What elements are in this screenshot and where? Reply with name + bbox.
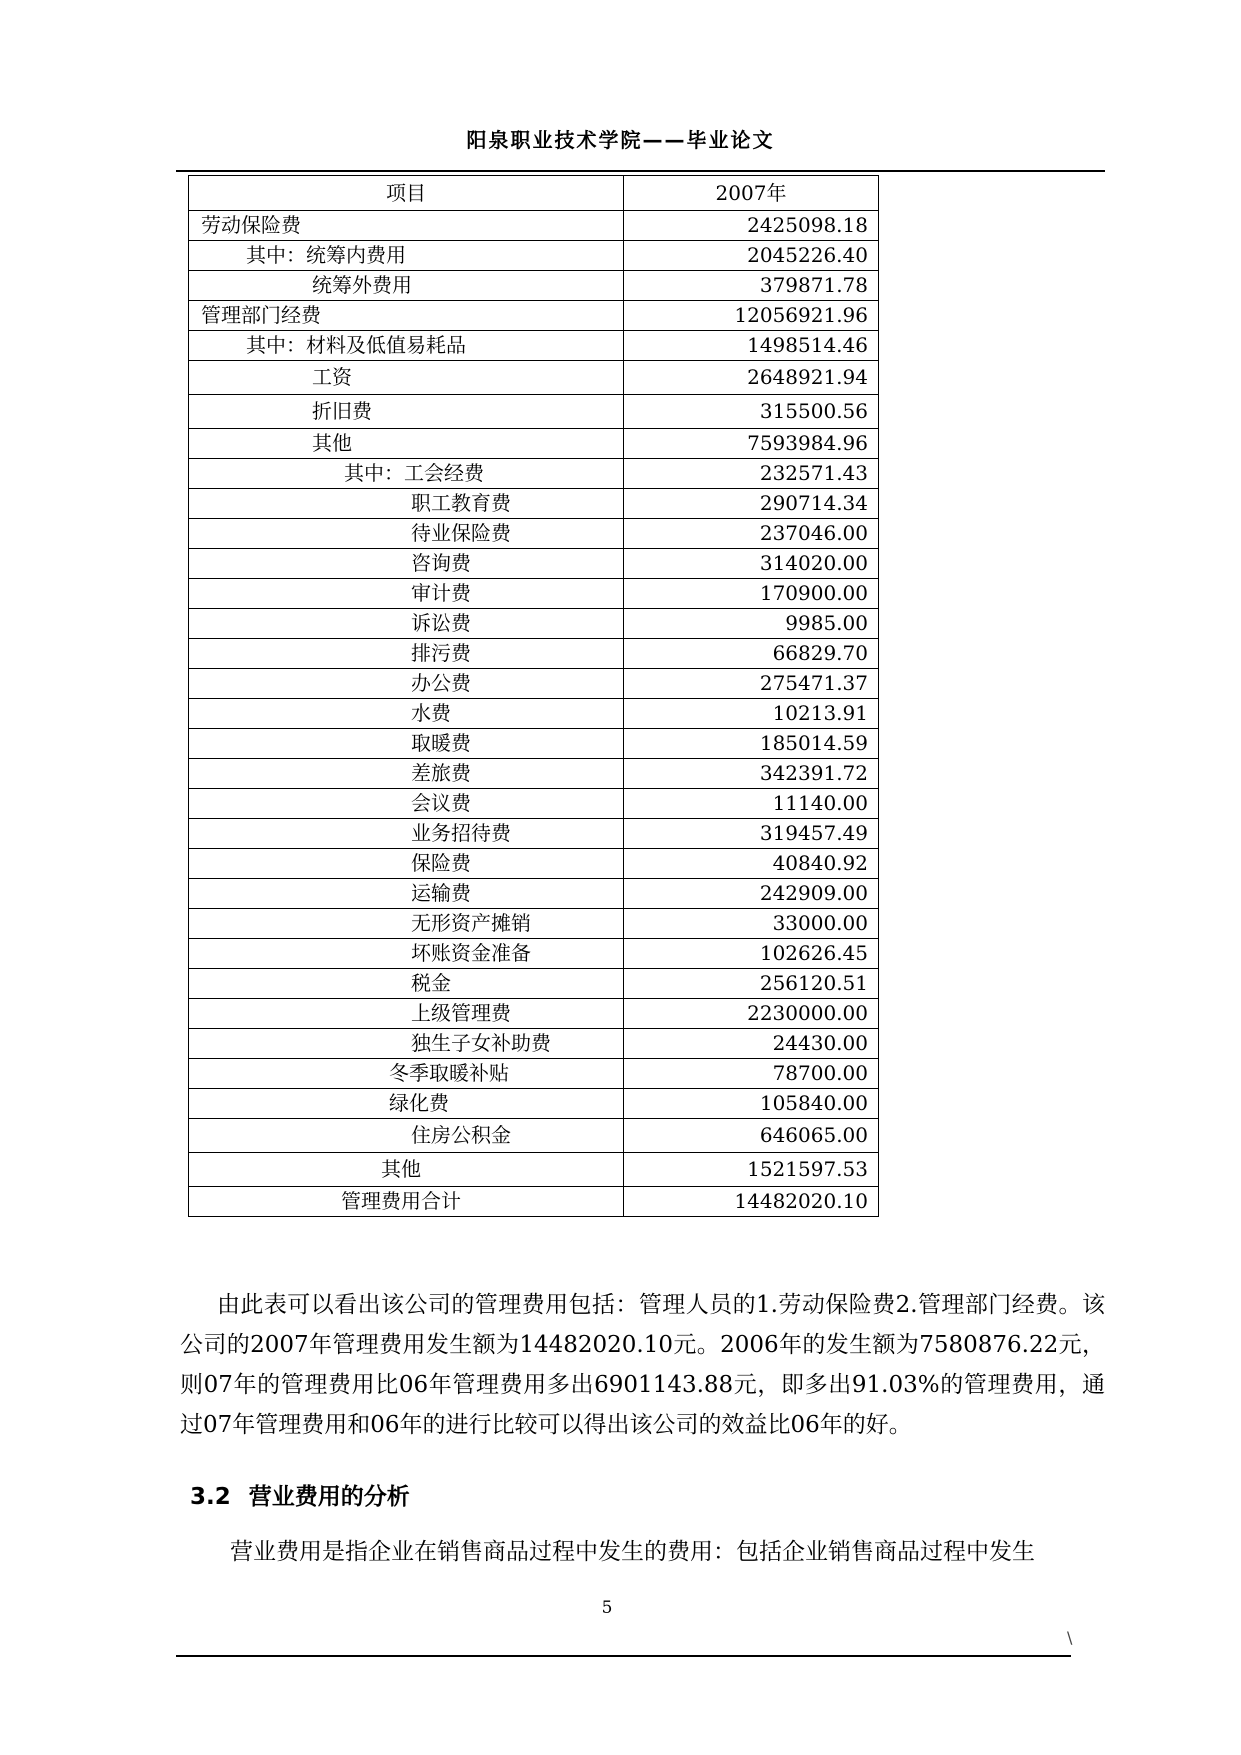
table-row <box>189 1153 879 1187</box>
table-row <box>189 1089 879 1119</box>
row-value: 379871.78 <box>624 271 879 301</box>
table-row <box>189 549 879 579</box>
row-label: 冬季取暖补贴 <box>189 1059 624 1089</box>
section-title: 营业费用的分析 <box>248 1484 410 1510</box>
row-value: 290714.34 <box>624 489 879 519</box>
table-row <box>189 939 879 969</box>
table-row <box>189 241 879 271</box>
section-paragraph: 营业费用是指企业在销售商品过程中发生的费用：包括企业销售商品过程中发生 <box>230 1539 1035 1565</box>
row-label: 绿化费 <box>189 1089 624 1119</box>
table-row <box>189 909 879 939</box>
row-value: 10213.91 <box>624 699 879 729</box>
total-label: 管理费用合计 <box>189 1187 624 1217</box>
row-label: 排污费 <box>189 639 624 669</box>
row-value: 78700.00 <box>624 1059 879 1089</box>
row-label: 坏账资金准备 <box>189 939 624 969</box>
row-label: 税金 <box>189 969 624 999</box>
table-row <box>189 395 879 429</box>
table-row <box>189 1119 879 1153</box>
row-value: 33000.00 <box>624 909 879 939</box>
table-row <box>189 489 879 519</box>
row-label: 差旅费 <box>189 759 624 789</box>
table-row <box>189 849 879 879</box>
section-heading <box>190 1478 410 1511</box>
column-header-year: 2007年 <box>624 176 879 211</box>
table-row <box>189 819 879 849</box>
row-label: 独生子女补助费 <box>189 1029 624 1059</box>
row-label: 其他 <box>189 1153 624 1187</box>
table-row <box>189 429 879 459</box>
row-label: 运输费 <box>189 879 624 909</box>
row-value: 319457.49 <box>624 819 879 849</box>
row-label: 工资 <box>189 361 624 395</box>
row-value: 40840.92 <box>624 849 879 879</box>
footer-divider <box>176 1655 1071 1657</box>
table-row <box>189 789 879 819</box>
row-value: 237046.00 <box>624 519 879 549</box>
row-value: 2230000.00 <box>624 999 879 1029</box>
table-row <box>189 361 879 395</box>
total-value: 14482020.10 <box>624 1187 879 1217</box>
row-label: 业务招待费 <box>189 819 624 849</box>
row-label: 办公费 <box>189 669 624 699</box>
row-value: 185014.59 <box>624 729 879 759</box>
table-row <box>189 639 879 669</box>
row-value: 232571.43 <box>624 459 879 489</box>
row-value: 342391.72 <box>624 759 879 789</box>
document-header: 阳泉职业技术学院——毕业论文 <box>466 128 775 152</box>
table-row <box>189 271 879 301</box>
section-number: 3.2 <box>190 1484 231 1510</box>
row-value: 275471.37 <box>624 669 879 699</box>
row-label: 审计费 <box>189 579 624 609</box>
table-row <box>189 579 879 609</box>
table-row <box>189 699 879 729</box>
table-row <box>189 331 879 361</box>
table-row <box>189 211 879 241</box>
row-value: 2648921.94 <box>624 361 879 395</box>
row-label: 其中：工会经费 <box>189 459 624 489</box>
row-label: 劳动保险费 <box>189 211 624 241</box>
row-label: 保险费 <box>189 849 624 879</box>
row-label: 会议费 <box>189 789 624 819</box>
row-label: 职工教育费 <box>189 489 624 519</box>
page-number: 5 <box>601 1598 613 1618</box>
table-row <box>189 669 879 699</box>
row-label: 诉讼费 <box>189 609 624 639</box>
row-value: 66829.70 <box>624 639 879 669</box>
row-value: 242909.00 <box>624 879 879 909</box>
row-label: 上级管理费 <box>189 999 624 1029</box>
row-value: 12056921.96 <box>624 301 879 331</box>
row-value: 314020.00 <box>624 549 879 579</box>
row-value: 646065.00 <box>624 1119 879 1153</box>
row-label: 其中：材料及低值易耗品 <box>189 331 624 361</box>
row-label: 统筹外费用 <box>189 271 624 301</box>
header-divider <box>176 170 1105 172</box>
row-value: 315500.56 <box>624 395 879 429</box>
row-value: 170900.00 <box>624 579 879 609</box>
row-label: 咨询费 <box>189 549 624 579</box>
row-label: 无形资产摊销 <box>189 909 624 939</box>
row-value: 1498514.46 <box>624 331 879 361</box>
expense-table <box>188 175 879 1217</box>
row-value: 105840.00 <box>624 1089 879 1119</box>
analysis-paragraph: 由此表可以看出该公司的管理费用包括：管理人员的1.劳动保险费2.管理部门经费。该公司的2007年管理费用发生额为14482020.10元。2006年的发生额为7580876.22元，则07年的管理费用比06年管理费用多出6901143.88元，即多出91.03%的管理费用，通过07年管理费用和06年的进行比较可以得出该公司的效益比06年的好。 <box>180 1292 1105 1438</box>
row-label: 其他 <box>189 429 624 459</box>
row-value: 24430.00 <box>624 1029 879 1059</box>
row-value: 9985.00 <box>624 609 879 639</box>
row-value: 7593984.96 <box>624 429 879 459</box>
table-row <box>189 729 879 759</box>
table-header-row <box>189 176 879 211</box>
row-label: 管理部门经费 <box>189 301 624 331</box>
table-row <box>189 459 879 489</box>
table-total-row <box>189 1187 879 1217</box>
row-value: 102626.45 <box>624 939 879 969</box>
table-row <box>189 609 879 639</box>
row-value: 1521597.53 <box>624 1153 879 1187</box>
table-row <box>189 1029 879 1059</box>
table-row <box>189 519 879 549</box>
footer-mark: \ <box>1067 1628 1073 1647</box>
table-row <box>189 1059 879 1089</box>
table-row <box>189 879 879 909</box>
row-value: 256120.51 <box>624 969 879 999</box>
table-row <box>189 759 879 789</box>
row-label: 水费 <box>189 699 624 729</box>
row-value: 2425098.18 <box>624 211 879 241</box>
row-label: 待业保险费 <box>189 519 624 549</box>
column-header-item: 项目 <box>189 176 624 211</box>
table-row <box>189 969 879 999</box>
table-row <box>189 999 879 1029</box>
row-label: 其中：统筹内费用 <box>189 241 624 271</box>
row-label: 折旧费 <box>189 395 624 429</box>
row-label: 取暖费 <box>189 729 624 759</box>
row-value: 2045226.40 <box>624 241 879 271</box>
row-label: 住房公积金 <box>189 1119 624 1153</box>
table-row <box>189 301 879 331</box>
row-value: 11140.00 <box>624 789 879 819</box>
